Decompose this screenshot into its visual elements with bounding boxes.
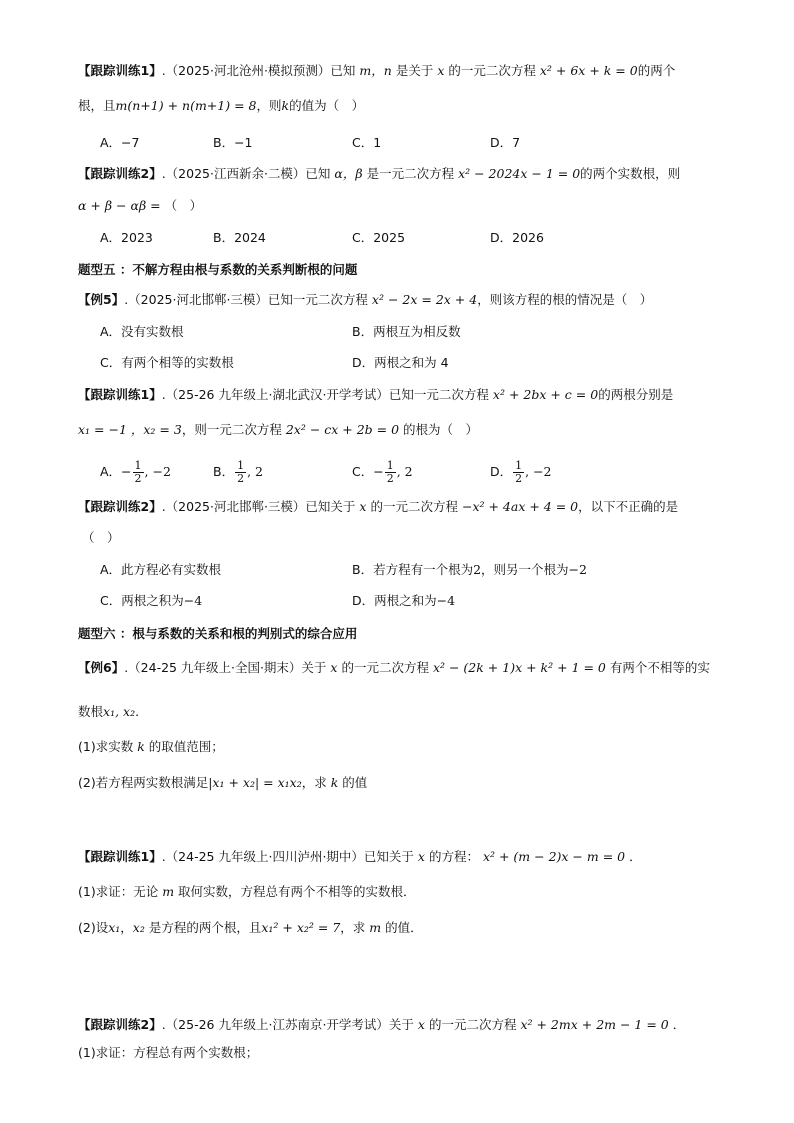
text: 的一元二次方程 [341,660,429,675]
numerator: 1 [386,459,394,472]
numerator: 1 [134,459,142,472]
numerator: 1 [515,459,523,472]
equation: −x² + 4ax + 4 = 0 [461,499,579,514]
text: 的一元二次方程 [428,1017,517,1032]
math-value: 2 [473,562,482,577]
math-value: −2 [568,562,587,577]
text: 的取值范围； [148,739,224,754]
equation: x² + 2bx + c = 0 [492,387,599,402]
exercise-6-line-1 [78,1016,744,1034]
fraction [235,460,246,485]
text: ，则 [256,98,282,113]
text: (2)设 [78,920,109,935]
math-var: x [330,660,338,675]
denominator: 2 [237,472,245,485]
math-var: m，n [359,63,392,78]
option-b: B．−1 [213,135,253,150]
roots: x₁ = −1 ，x₂ = 3 [78,422,182,437]
equation: x² − 2x = 2x + 4 [371,292,478,307]
option-c [100,592,202,610]
section-heading-5: 题型五 ：不解方程由根与系数的关系判断根的问题 [78,262,358,277]
roots: x₁, x₂ [103,704,136,719]
exercise-source: .（24-25 九年级上·四川泸州·期中）已知关于 [161,849,414,864]
fraction [133,460,144,485]
expression: α + β − αβ = [78,198,161,213]
option-rest: , 2 [247,464,263,479]
equation: x² − 2024x − 1 = 0 [458,166,581,181]
exercise-6-question-1: (1)求证：方程总有两个实数根； [78,1045,259,1060]
math-var: x [417,1017,425,1032]
exercise-tag: 【跟踪训练2】 [78,166,162,181]
exercise-source: .（2025·河北沧州·模拟预测）已知 [161,63,356,78]
exercise-5-question-1 [78,883,744,901]
text: ，则一元二次方程 [181,422,282,437]
root-x1: x₁ [108,920,121,935]
option-c: C．2025 [352,230,406,245]
option-b: B．2024 [213,230,266,245]
denominator: 2 [515,472,523,485]
text: 是方程的两个根，且 [148,920,262,935]
exercise-1-line-2 [78,97,744,115]
root-x2: x₂ [132,920,145,935]
text: ，求 [301,775,327,790]
denominator: 2 [386,472,394,485]
option-b [213,460,263,485]
text: 根，且 [78,98,116,113]
equation: 2x² − cx + 2b = 0 [285,422,400,437]
exercise-1-line-1 [78,62,744,80]
example-tag: 【例6】 [78,660,125,675]
text: 的一元二次方程 [448,63,536,78]
math-var: x [359,499,367,514]
text: 取何实数，方程总有两个不相等的实数根． [178,884,416,899]
exercise-tag: 【跟踪训练1】 [78,849,162,864]
exercise-2-line-1 [78,165,744,183]
math-value: −4 [183,593,203,608]
text: (1)求证：无论 [78,884,159,899]
exercise-3-line-1 [78,386,744,404]
exercise-4-line-2: （ ） [82,530,120,545]
text: 的一元二次方程 [370,499,458,514]
text: ． [672,1017,686,1032]
numerator: 1 [237,459,245,472]
text: 的值． [385,920,423,935]
option-d [490,460,552,485]
text: 的根为（ ） [403,422,479,437]
equation: x² + (m − 2)x − m = 0 [482,849,626,864]
math-var: x [437,63,445,78]
option-rest: , −2 [144,464,171,479]
exercise-tag: 【跟踪训练2】 [78,499,162,514]
condition: |x₁ + x₂| = x₁x₂ [208,775,302,790]
option-d: D．7 [490,135,521,150]
text: 的两根分别是 [598,387,674,402]
option-label: D． [490,464,513,479]
option-b [352,561,587,579]
text: 数根 [78,704,104,719]
option-label: C．两根之积为 [100,593,184,608]
math-var: m [369,920,382,935]
option-c [352,460,413,485]
example-6-line-2 [78,703,744,721]
exercise-source: .（25-26 九年级上·湖北武汉·开学考试）已知一元二次方程 [161,387,489,402]
text: 的两个 [637,63,676,78]
text: ． [629,849,642,864]
example-6-question-2 [78,774,744,792]
text: 是一元二次方程 [366,166,455,181]
exercise-5-line-1 [78,848,744,866]
example-6-line-1 [78,659,744,677]
option-text: ，则另一个根为 [481,562,569,577]
exercise-source: .（2025·江西新余·二模）已知 [161,166,331,181]
exercise-4-line-1 [78,498,744,516]
option-b: B．两根互为相反数 [352,324,461,339]
option-d [352,592,455,610]
exercise-3-line-2 [78,421,744,439]
math-var: m [162,884,175,899]
option-a: A．没有实数根 [100,324,184,339]
text: （ ） [164,198,203,213]
text: 的值 [342,775,368,790]
option-c: C．1 [352,135,382,150]
text: (2)若方程两实数根满足 [78,775,209,790]
option-rest: , 2 [396,464,413,479]
section-heading-6: 题型六 ：根与系数的关系和根的判别式的综合应用 [78,626,358,641]
exercise-tag: 【跟踪训练2】 [78,1017,162,1032]
math-var: k [137,739,145,754]
text: 的值为（ ） [289,98,365,113]
text: 是关于 [395,63,434,78]
example-tag: 【例5】 [78,292,125,307]
math-value: −4 [436,593,456,608]
math-var: x [417,849,425,864]
exercise-5-question-2 [78,919,744,937]
option-c: C．有两个相等的实数根 [100,355,234,370]
option-a: A．−7 [100,135,140,150]
option-label: A．− [100,464,132,479]
option-a: A．2023 [100,230,153,245]
option-a [100,460,171,485]
text: 的两个实数根，则 [580,166,681,181]
text: ，求 [340,920,366,935]
example-source: .（2025·河北邯郸·三模）已知一元二次方程 [124,292,368,307]
condition: x₁² + x₂² = 7 [261,920,341,935]
equation: x² + 2mx + 2m − 1 = 0 [520,1017,669,1032]
condition: m(n+1) + n(m+1) = 8 [115,98,257,113]
exercise-source: .（25-26 九年级上·江苏南京·开学考试）关于 [161,1017,414,1032]
denominator: 2 [134,472,142,485]
option-label: B． [213,464,235,479]
option-rest: , −2 [525,464,552,479]
exercise-tag: 【跟踪训练1】 [78,387,162,402]
option-label: B．若方程有一个根为 [352,562,474,577]
text: ，则该方程的根的情况是（ ） [477,292,653,307]
exercise-tag: 【跟踪训练1】 [78,63,162,78]
math-var: k [330,775,339,790]
option-label: C．− [352,464,384,479]
text: 的方程： [428,849,479,864]
text: ， [120,920,133,935]
text: (1)求实数 [78,739,134,754]
exercise-source: .（2025·河北邯郸·三模）已知关于 [161,499,356,514]
option-a: A．此方程必有实数根 [100,562,222,577]
math-var: α，β [334,166,363,181]
example-5-line-1 [78,291,744,309]
text: . [135,704,140,719]
fraction [385,460,396,485]
example-source: .（24-25 九年级上·全国·期末）关于 [124,660,327,675]
example-6-question-1 [78,738,744,756]
text: ，以下不正确的是 [578,499,679,514]
fraction [513,460,524,485]
math-var: k [281,98,290,113]
option-d: D．2026 [490,230,544,245]
equation: x² + 6x + k = 0 [539,63,638,78]
option-label: D．两根之和为 [352,593,437,608]
equation: x² − (2k + 1)x + k² + 1 = 0 [432,660,606,675]
exercise-2-line-2 [78,197,744,215]
text: 有两个不相等的实 [609,660,710,675]
option-d: D．两根之和为 4 [352,355,449,370]
